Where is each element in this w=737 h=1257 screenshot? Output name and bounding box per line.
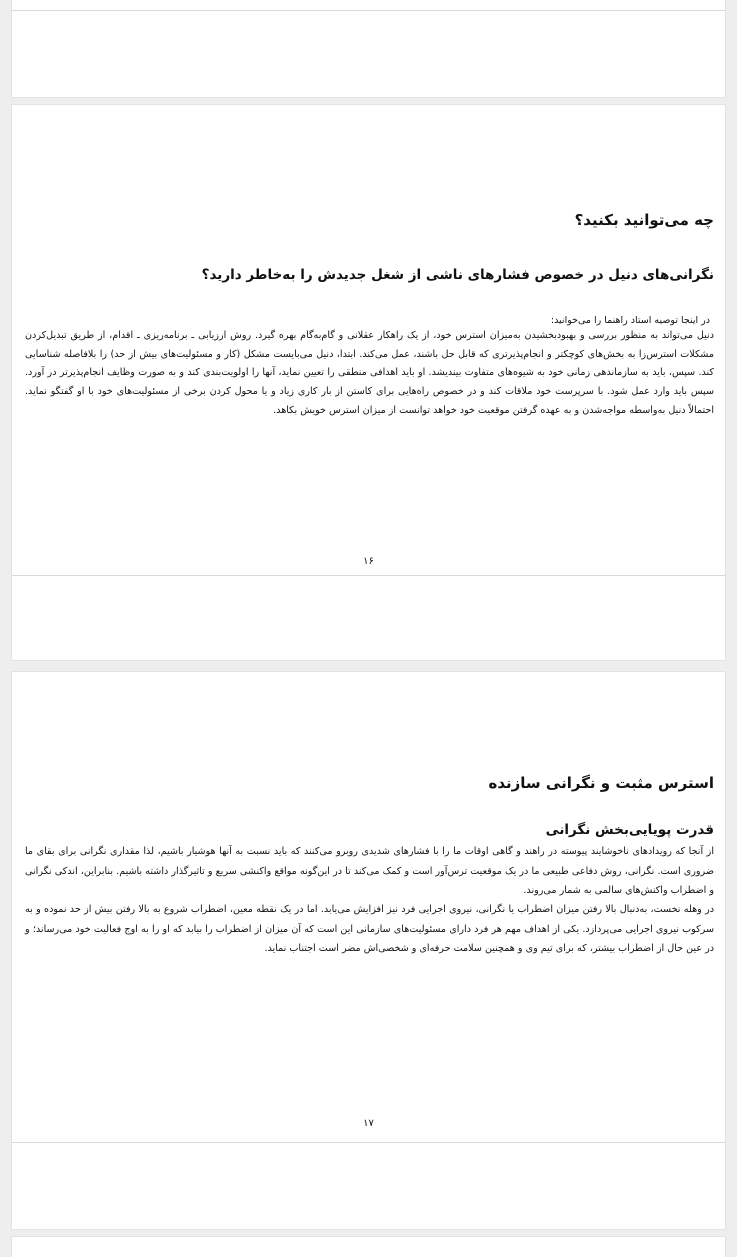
page-16-content [25, 105, 714, 575]
page-card-17 [12, 672, 725, 1229]
page-card-prev [12, 0, 725, 97]
page-17-paragraph-1: از آنجا که رویدادهای ناخوشایند پیوسته در راهند و گاهی اوقات ما را با فشارهای شدیدی روبرو می‌کنند که باید نسبت به آنها هوشیار باشیم، لذا مقداری نگرانی برای بقای ما ضروری است. نگرانی، روش دفاعی طبیعی ما در یک موقعیت ترس‌آور است و کمک می‌کند تا در این‌گونه مواقع واکنشی سریع و تاثیرگذار داشته باشیم. بنابراین، اندکی نگرانی و اضطراب واکنش‌های سالمی به شمار می‌روند. [25, 846, 714, 897]
page-divider [12, 10, 725, 11]
page-16-subheading: نگرانی‌های دنیل در خصوص فشارهای ناشی از شغل جدیدش را به‌خاطر دارید؟ [201, 267, 714, 283]
page-17-content [25, 672, 714, 1142]
page-17-heading: استرس مثبت و نگرانی سازنده [488, 774, 714, 792]
page-divider [12, 1142, 725, 1143]
page-card-16 [12, 105, 725, 660]
page-17-subheading: قدرت پویایی‌بخش نگرانی [545, 822, 714, 838]
page-16-heading: چه می‌توانید بکنید؟ [574, 211, 714, 229]
page-16-paragraph: دنیل می‌تواند به منظور بررسی و بهبودبخشیدن به‌میزان استرس خود، از یک راهکار عقلانی و گام‌به‌گام بهره گیرد. روش ارزیابی ـ برنامه‌ریزی ـ اقدام، از طریق تبدیل‌کردن مشکلات استرس‌زا به بخش‌های کوچکتر و انجام‌پذیرتری که قابل حل باشند، عمل می‌کند. ابتدا، دنیل می‌بایست مشکل (کار و مسئولیت‌های بیش از حد) را بلافاصله شناسایی کند. سپس، باید به سازماندهی زمانی خود به شیوه‌های متفاوت بیندیشد. او باید اهدافی منطقی را تعیین نماید، آنها را اولویت‌بندی کند و به صورت وظایف انجام‌پذیرتر در آورد. سپس باید وارد عمل شود. با سرپرست خود ملاقات کند و در خصوص راه‌هایی برای کاستن از بار کاری زیاد و یا محول کردن برخی از مسئولیت‌های خود با او گفتگو نماید. احتمالاً دنیل به‌واسطه مواجه‌شدن و به عهده گرفتن موقعیت خود خواهد توانست از میزان استرس خویش بکاهد. [25, 330, 714, 416]
page-16-number: ۱۶ [363, 556, 374, 567]
page-divider [12, 575, 725, 576]
page-16-intro: در اینجا توصیه استاد راهنما را می‌خوانید: [550, 315, 710, 326]
page-card-next [12, 1237, 725, 1257]
page-17-number: ۱۷ [363, 1118, 374, 1129]
page-17-paragraph-2: در وهله نخست، به‌دنبال بالا رفتن میزان اضطراب یا نگرانی، نیروی اجرایی فرد نیز افزایش می‌یابد. اما در یک نقطه معین، اضطراب شروع به بالا رفتن بیش از حد نموده و به سرکوب نیروی اجرایی می‌پردازد. یکی از اهداف مهم هر فرد دارای مسئولیت‌های سازمانی این است که آن میزان از اضطراب را بیابد که او را به اوج فعالیت خود می‌رساند؛ و در عین حال از اضطراب بیشتر، که برای تیم وی و همچنین سلامت حرفه‌ای و شخصی‌اش مضر است اجتناب نماید. [25, 904, 714, 955]
